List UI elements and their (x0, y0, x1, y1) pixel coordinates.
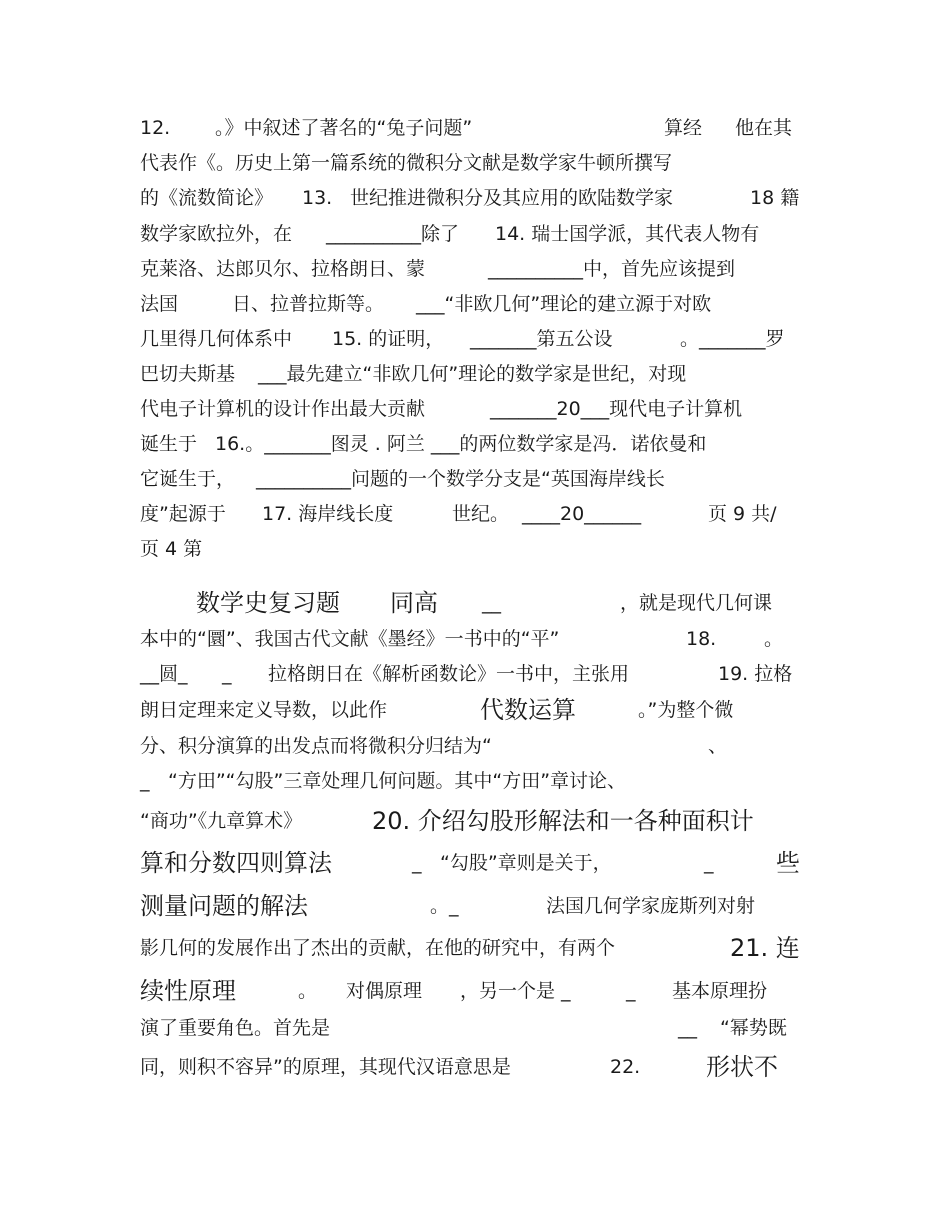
text-fragment: 测量问题的解法 (140, 892, 308, 920)
text-fragment: _ (626, 980, 636, 1002)
text-fragment: 18 籍 (750, 187, 800, 209)
text-fragment: 。》中叙述了著名的“兔子问题” (215, 117, 473, 139)
text-line (0, 764, 950, 798)
text-fragment: 16.。_______图灵 . 阿兰 ___的两位数学家是冯．诺依曼和 (215, 433, 707, 455)
text-fragment: 对偶原理 (346, 980, 423, 1002)
text-fragment: “勾股”章则是关于， (440, 852, 612, 874)
text-line (0, 181, 950, 215)
text-fragment: 13. (302, 187, 333, 209)
text-line (0, 657, 950, 691)
text-fragment: 几里得几何体系中 (140, 328, 293, 350)
text-line (0, 427, 950, 461)
text-line (0, 1050, 950, 1084)
text-line (0, 217, 950, 251)
text-fragment: 代表作《。历史上第一篇系统的微积分文献是数学家牛顿所撰写 (140, 152, 673, 174)
text-fragment: __________中，首先应该提到 (488, 258, 736, 280)
text-fragment: 的《流数简论》 (140, 187, 274, 209)
text-fragment: “幂势既 (720, 1017, 787, 1039)
text-fragment: 本中的“圜”、我国古代文献《墨经》一书中的“平” (140, 628, 560, 650)
text-fragment: ___最先建立“非欧几何”理论的数学家是世纪，对现 (258, 363, 687, 385)
text-fragment: 朗日定理来定义导数，以此作 (140, 699, 388, 721)
section-title: 数学史复习题 (196, 589, 340, 617)
text-line (0, 146, 950, 180)
text-line (0, 111, 950, 145)
text-fragment: 14. 瑞士国学派，其代表人物有 (495, 223, 760, 245)
text-fragment: 。_______罗 (680, 328, 785, 350)
text-line (0, 846, 950, 880)
text-fragment: _ (704, 852, 714, 874)
text-line (0, 889, 950, 923)
text-fragment: _______第五公设 (470, 328, 613, 350)
text-fragment: __________问题的一个数学分支是“英国海岸线长 (256, 468, 665, 490)
text-fragment: ，另一个是 _ (460, 980, 571, 1002)
text-line (0, 974, 950, 1008)
text-fragment: 克莱洛、达郎贝尔、拉格朗日、蒙 (140, 258, 426, 280)
text-fragment: _ (140, 770, 150, 792)
text-fragment: _ (222, 663, 232, 685)
text-line (0, 804, 950, 838)
text-line (0, 1011, 950, 1045)
text-fragment: 日、拉普拉斯等。 (232, 293, 385, 315)
text-fragment: __ (482, 592, 501, 614)
text-line (0, 729, 950, 763)
text-line (0, 586, 950, 620)
text-fragment: __________除了 (326, 223, 460, 245)
text-fragment: 巴切夫斯基 (140, 363, 236, 385)
text-fragment: 22. (610, 1056, 641, 1078)
text-fragment: ，就是现代几何课 (620, 592, 773, 614)
text-fragment: 。 (298, 980, 318, 1002)
text-fragment: 代数运算 (480, 696, 576, 724)
text-fragment: 19. 拉格 (718, 663, 793, 685)
text-fragment: 18. (686, 628, 717, 650)
text-fragment: 法国 (140, 293, 179, 315)
text-line (0, 357, 950, 391)
text-fragment: “方田”“勾股”三章处理几何问题。其中“方田”章讨论、 (168, 770, 627, 792)
text-fragment: 。”为整个微 (638, 699, 734, 721)
text-fragment: 法国几何学家庞斯列对射 (546, 895, 756, 917)
text-fragment: 世纪。 (452, 503, 510, 525)
text-fragment: 分、积分演算的出发点而将微积分归结为“ (140, 735, 492, 757)
text-line (0, 693, 950, 727)
text-fragment: 12. (140, 117, 171, 139)
text-fragment: _ (412, 852, 422, 874)
text-line (0, 931, 950, 965)
text-line (0, 622, 950, 656)
text-fragment: 基本原理扮 (672, 980, 768, 1002)
text-fragment: 页 9 共/ (708, 503, 777, 525)
text-line (0, 322, 950, 356)
text-fragment: 影几何的发展作出了杰出的贡献，在他的研究中，有两个 (140, 937, 616, 959)
text-line (0, 532, 950, 566)
text-fragment: 他在其 (735, 117, 793, 139)
text-line (0, 252, 950, 286)
text-line (0, 497, 950, 531)
text-fragment: 同，则积不容异”的原理，其现代汉语意思是 (140, 1056, 511, 1078)
text-fragment: 度”起源于 (140, 503, 226, 525)
text-fragment: 算经 (664, 117, 703, 139)
text-fragment: 20. 介绍勾股形解法和一各种面积计 (372, 807, 754, 835)
text-fragment: ___“非欧几何”理论的建立源于对欧 (416, 293, 712, 315)
text-fragment: 诞生于 (140, 433, 198, 455)
text-fragment: 17. 海岸线长度 (262, 503, 394, 525)
text-fragment: 形状不 (706, 1053, 778, 1081)
text-line (0, 462, 950, 496)
text-fragment: 拉格朗日在《解析函数论》一书中，主张用 (268, 663, 630, 685)
text-fragment: “商功”《九章算术》 (140, 810, 303, 832)
text-fragment: 15. 的证明， (332, 328, 445, 350)
text-fragment: 续性原理 (140, 977, 236, 1005)
text-fragment: 些 (776, 849, 800, 877)
text-fragment: ____20______ (522, 503, 642, 525)
text-line (0, 392, 950, 426)
text-fragment: 代电子计算机的设计作出最大贡献 (140, 398, 426, 420)
text-fragment: 。 (764, 628, 784, 650)
text-fragment: __ (678, 1017, 697, 1039)
text-fragment: 21. 连 (730, 934, 800, 962)
text-fragment: 。_ (430, 895, 459, 917)
text-fragment: 页 4 第 (140, 538, 203, 560)
text-fragment: 它诞生于， (140, 468, 236, 490)
text-fragment: 世纪推进微积分及其应用的欧陆数学家 (350, 187, 674, 209)
text-fragment: 数学家欧拉外，在 (140, 223, 293, 245)
text-fragment: 算和分数四则算法 (140, 849, 332, 877)
text-fragment: 同高 (390, 589, 438, 617)
text-fragment: 、 (708, 735, 728, 757)
text-fragment: _______20___现代电子计算机 (490, 398, 743, 420)
text-fragment: __圆_ (140, 663, 188, 685)
text-fragment: 演了重要角色。首先是 (140, 1017, 331, 1039)
text-line (0, 287, 950, 321)
